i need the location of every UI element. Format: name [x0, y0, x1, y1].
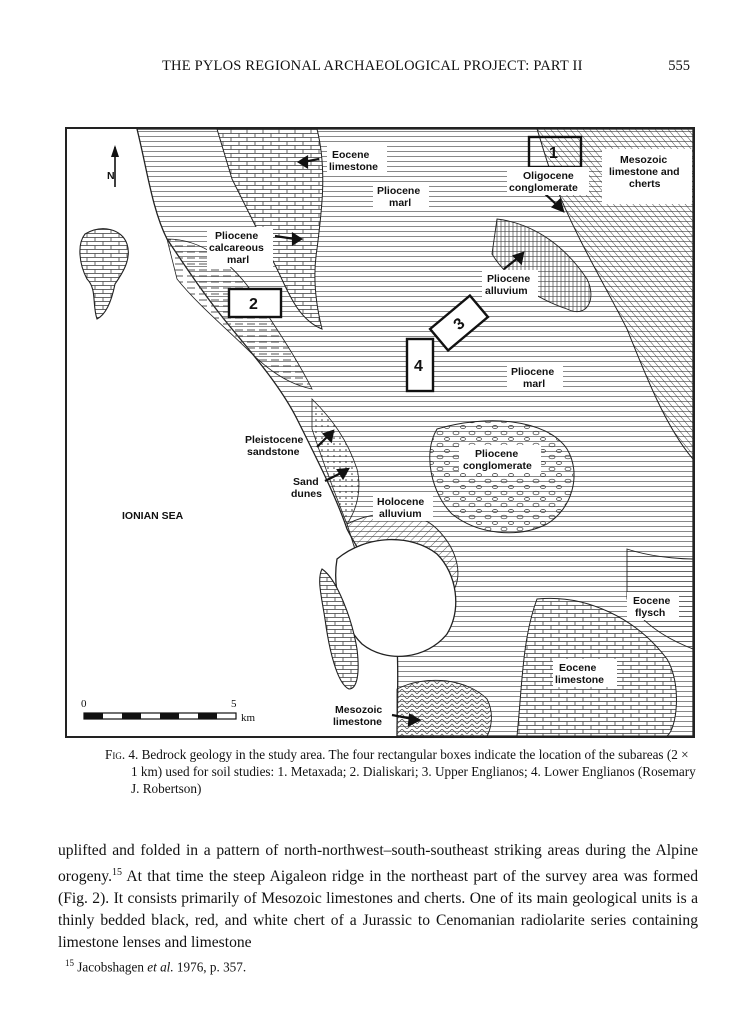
label-pliocene-marl-top-1: Pliocene: [377, 185, 421, 197]
footnote-rest: 1976, p. 357.: [173, 959, 247, 975]
label-eocene-limestone-top-1: Eocene: [332, 149, 370, 161]
label-mesozoic-limestone-bottom-2: limestone: [333, 716, 383, 728]
bedrock-geology-map: [65, 127, 695, 738]
label-calcareous-marl-3: marl: [227, 254, 250, 266]
label-pliocene-conglomerate-2: conglomerate: [463, 460, 532, 472]
label-eocene-flysch-2: flysch: [635, 607, 666, 619]
footnote-author: Jacobshagen: [74, 959, 148, 975]
running-title: THE PYLOS REGIONAL ARCHAEOLOGICAL PROJECT: PART II: [162, 58, 583, 74]
label-holocene-alluvium-1: Holocene: [377, 496, 425, 508]
label-pliocene-alluvium-1: Pliocene: [487, 273, 531, 285]
figure-caption: [105, 746, 697, 797]
body-paragraph: [58, 840, 698, 954]
sea-label: IONIAN SEA: [122, 510, 184, 522]
scale-end: 5: [231, 698, 237, 710]
label-mesozoic-limestone-bottom-1: Mesozoic: [335, 704, 383, 716]
subarea-box-2: [229, 289, 281, 317]
label-pliocene-marl-mid-2: marl: [523, 378, 546, 390]
label-mesozoic-cherts-2: limestone and: [609, 166, 680, 178]
label-holocene-alluvium-2: alluvium: [379, 508, 422, 520]
label-eocene-limestone-top-2: limestone: [329, 161, 379, 173]
body-text-1: uplifted and folded in a pattern of north-northwest–south-southeast striking areas during the Alpine orogeny.: [58, 842, 698, 886]
north-symbol: N: [107, 170, 115, 182]
label-oligocene-conglomerate-2: conglomerate: [509, 182, 578, 194]
label-oligocene-conglomerate-1: Oligocene: [523, 170, 574, 182]
label-pliocene-conglomerate-1: Pliocene: [475, 448, 519, 460]
label-eocene-limestone-bottom-2: limestone: [555, 674, 605, 686]
body-text-2: At that time the steep Aigaleon ridge in the northeast part of the survey area was formed (Fig. 2). It consists primarily of Mesozoic limestones and cherts. One of its main geological units is a thinly bedded black, red, and white chert of a Jurassic to Cenomanian radiolarite series containing limestone lenses and limestone: [58, 868, 698, 952]
label-pliocene-marl-top-2: marl: [389, 197, 412, 209]
box-4-number: 4: [414, 358, 423, 375]
footnote-number: 15: [65, 958, 74, 968]
footnote-reference: 15: [111, 867, 122, 878]
label-mesozoic-cherts-3: cherts: [629, 178, 661, 190]
label-pliocene-alluvium-2: alluvium: [485, 285, 528, 297]
caption-text: Bedrock geology in the study area. The four rectangular boxes indicate the location of the subareas (2 × 1 km) used for soil studies: 1. Metaxada; 2. Dialiskari; 3. Upper Englianos; 4. Lower Englianos (Rosemary J. Robertson): [131, 747, 696, 796]
label-sand-dunes-1: Sand: [293, 476, 319, 488]
label-mesozoic-cherts-1: Mesozoic: [620, 154, 668, 166]
running-header: [58, 58, 698, 78]
footnote-etal: et al.: [147, 959, 174, 975]
label-sand-dunes-2: dunes: [291, 488, 322, 500]
label-pleistocene-sandstone-2: sandstone: [247, 446, 300, 458]
footnote: [65, 958, 705, 975]
label-pliocene-marl-mid-1: Pliocene: [511, 366, 555, 378]
scale-unit: km: [241, 712, 256, 724]
label-pleistocene-sandstone-1: Pleistocene: [245, 434, 304, 446]
label-calcareous-marl-2: calcareous: [209, 242, 264, 254]
label-eocene-flysch-1: Eocene: [633, 595, 671, 607]
box-2-number: 2: [249, 296, 258, 313]
label-eocene-limestone-bottom-1: Eocene: [559, 662, 597, 674]
box-1-number: 1: [549, 145, 558, 162]
scale-start: 0: [81, 698, 87, 710]
box-3-number: 3: [450, 315, 469, 334]
caption-label: Fig. 4.: [105, 747, 139, 762]
subarea-box-4: [407, 339, 433, 391]
page-number: 555: [668, 58, 690, 74]
label-calcareous-marl-1: Pliocene: [215, 230, 259, 242]
